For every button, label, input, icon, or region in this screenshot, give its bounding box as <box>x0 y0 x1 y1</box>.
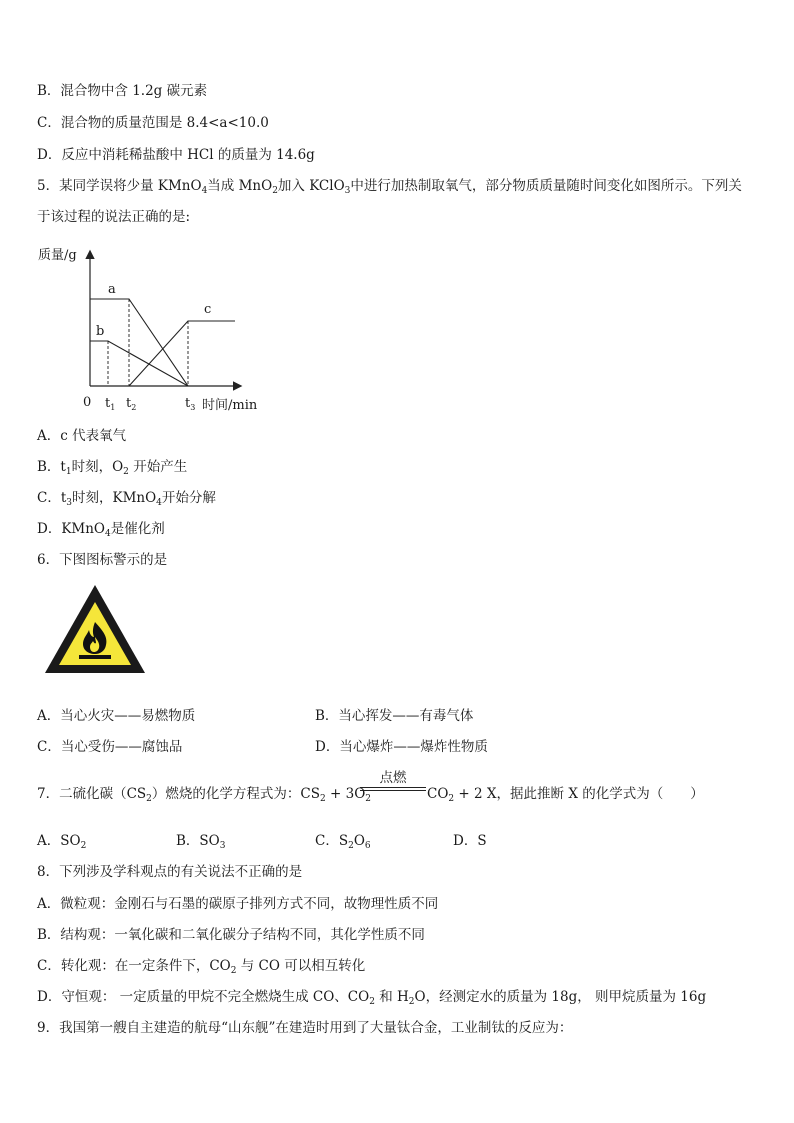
q7-option-a: A．$SO_2$ <box>37 833 87 851</box>
q5-stem-line1: 5．某同学误将少量 KMnO$_4$当成 MnO$_2$加入 KClO$_3$中进行加热制取氧气，部分物质质量随时间变化如图所示。下列关 <box>37 178 742 196</box>
reaction-condition <box>360 770 426 791</box>
q8-option-a: A．微粒观：金刚石与石墨的碳原子排列方式不同，故物理性质不同 <box>37 896 439 912</box>
flammable-warning-icon <box>42 582 148 678</box>
q8-stem: 8．下列涉及学科观点的有关说法不正确的是 <box>37 864 303 880</box>
q8-option-b: B．结构观：一氧化碳和二氧化碳分子结构不同，其化学性质不同 <box>37 927 425 943</box>
origin-label: 0 <box>83 395 92 410</box>
q7-stem-right: $CO_2 + 2$ X，据此推断 X 的化学式为（ ） <box>427 786 704 804</box>
x-axis-label: 时间/min <box>202 398 258 413</box>
q6-option-d: D．当心爆炸——爆炸性物质 <box>315 739 488 755</box>
q6-option-c: C．当心受伤——腐蚀品 <box>37 739 183 755</box>
q7-option-b: B．$SO_3$ <box>176 833 226 851</box>
q5-stem-line2: 于该过程的说法正确的是: <box>37 209 191 225</box>
q4-option-c: C．混合物的质量范围是 8.4<a<10.0 <box>37 115 269 131</box>
q5-option-c: C．$t_3$时刻，KMnO$_4$开始分解 <box>37 490 216 508</box>
series-a-label: a <box>108 282 116 297</box>
series-c-label: c <box>204 302 212 317</box>
q7-option-c: C．$S_2O_6$ <box>315 833 371 851</box>
q7-option-d: D．S <box>453 833 487 849</box>
q4-option-b: B．混合物中含 1.2g 碳元素 <box>37 83 208 99</box>
y-axis-label: 质量/g <box>38 248 77 263</box>
q5-option-b: B．$t_1$时刻，$O_2$ 开始产生 <box>37 459 188 477</box>
series-a-line <box>90 299 188 386</box>
q6-option-b: B．当心挥发——有毒气体 <box>315 708 474 724</box>
q7-stem-left: 7．二硫化碳$(CS_2)$燃烧的化学方程式为：$CS_2 + 3O_2$ <box>37 786 372 804</box>
reaction-condition-label: 点燃 <box>379 770 407 786</box>
series-b-label: b <box>96 324 105 339</box>
q6-stem: 6．下图图标警示的是 <box>37 552 168 568</box>
mass-time-chart <box>30 238 270 418</box>
tick-label-t3: $t_3$ <box>185 396 196 412</box>
q6-option-a: A．当心火灾——易燃物质 <box>37 708 196 724</box>
q8-option-d: D．守恒观： 一定质量的甲烷不完全燃烧生成 CO、$CO_2$ 和 $H_2O$，经测定水的质量为 18g， 则甲烷质量为 16g <box>37 989 707 1007</box>
tick-label-t2: $t_2$ <box>126 396 137 412</box>
q5-option-a: A．c 代表氧气 <box>37 428 127 444</box>
q4-option-d: D．反应中消耗稀盐酸中 HCl 的质量为 14.6g <box>37 147 315 163</box>
q8-option-c: C．转化观：在一定条件下，$CO_2$ 与 CO 可以相互转化 <box>37 958 366 976</box>
q5-option-d: D．KMnO$_4$是催化剂 <box>37 521 165 539</box>
tick-label-t1: $t_1$ <box>105 396 116 412</box>
q9-stem: 9．我国第一艘自主建造的航母“山东舰”在建造时用到了大量钛合金，工业制钛的反应为： <box>37 1020 573 1036</box>
